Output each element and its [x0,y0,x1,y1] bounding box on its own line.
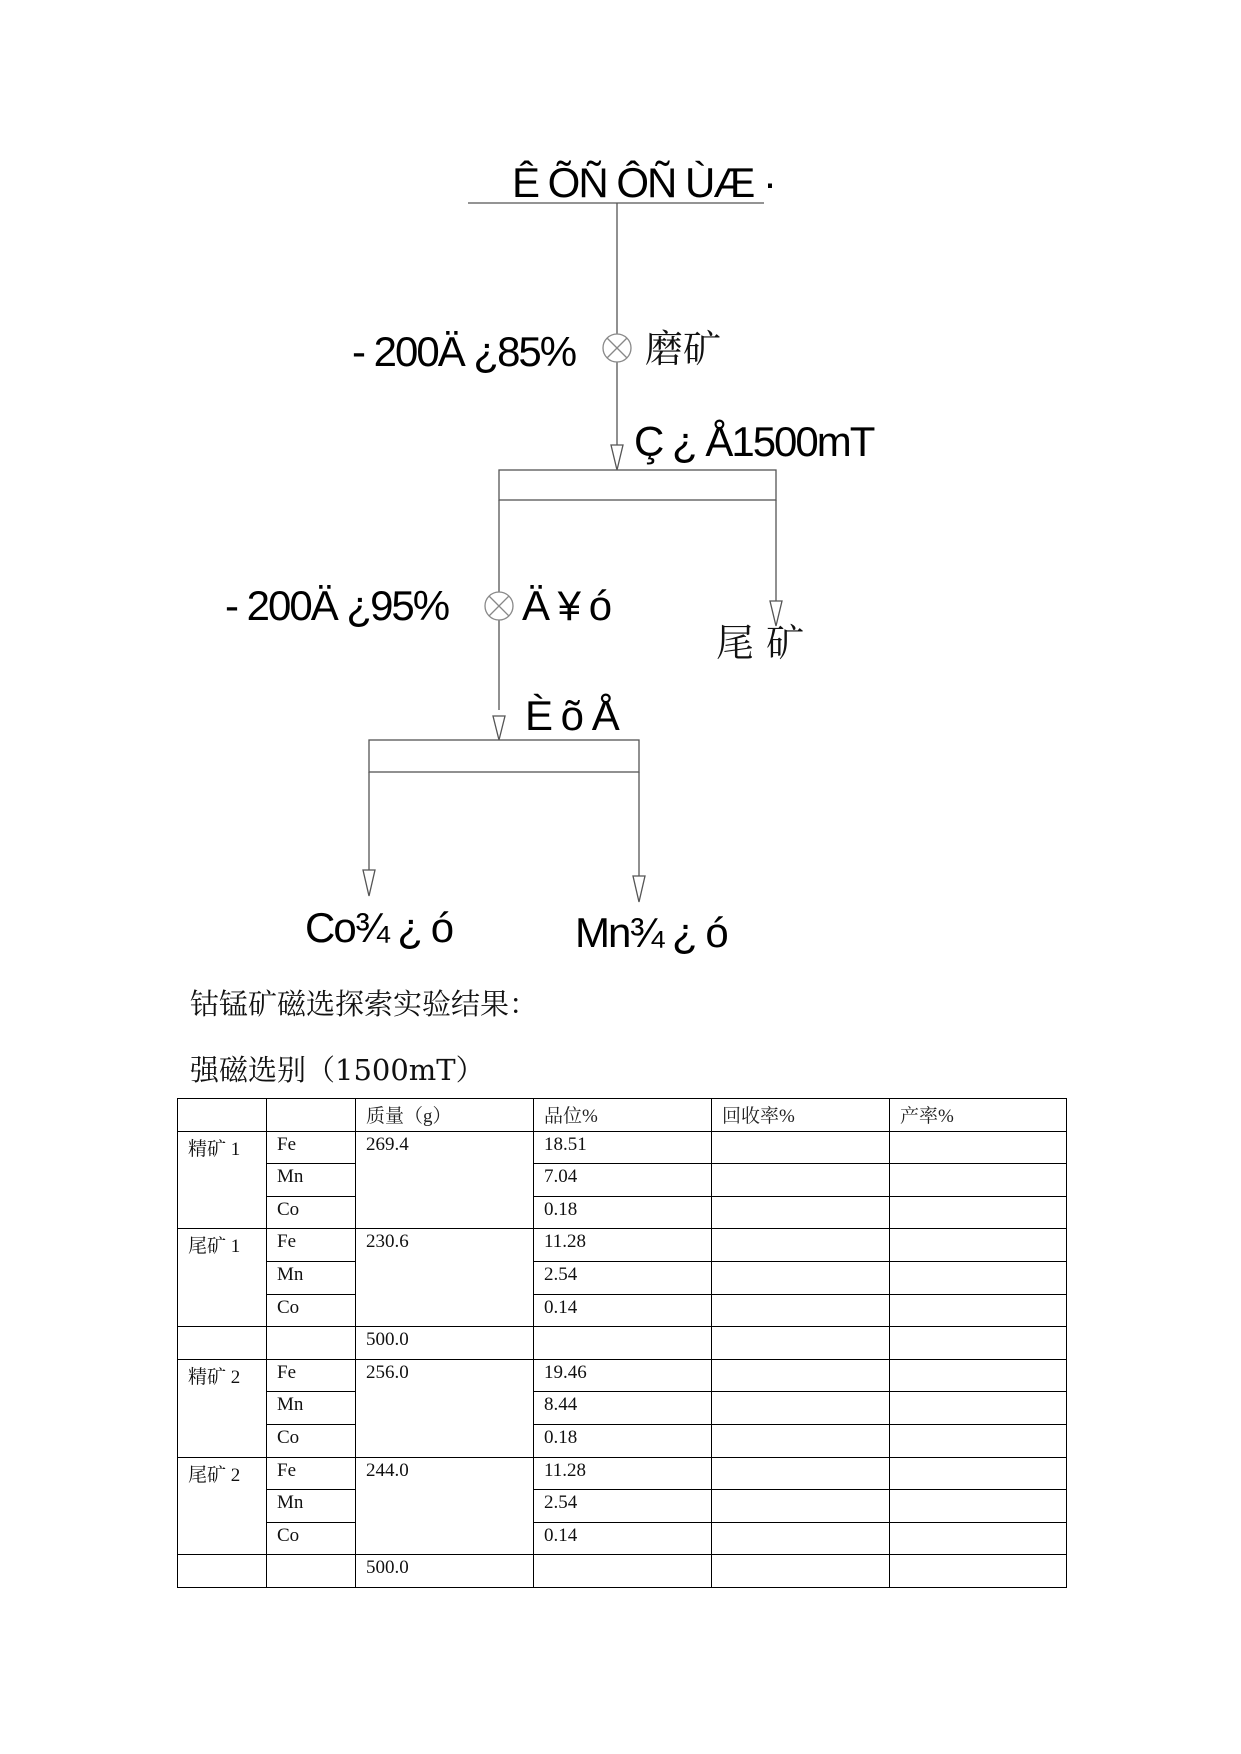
element-cell: Co [267,1522,356,1555]
yield-cell [890,1490,1067,1523]
table-header-cell: 质量（g） [356,1099,534,1132]
table-row [178,1294,1067,1327]
table-cell [890,1555,1067,1588]
total-mass-cell: 500.0 [356,1327,534,1360]
element-cell: Fe [267,1359,356,1392]
recovery-cell [712,1229,890,1262]
grade-cell: 8.44 [534,1392,712,1425]
table-cell [712,1327,890,1360]
table-header-cell [267,1099,356,1132]
table-header-cell: 品位% [534,1099,712,1132]
yield-cell [890,1164,1067,1197]
element-cell: Co [267,1424,356,1457]
grade-cell: 2.54 [534,1490,712,1523]
grind1-operation-label: 磨矿 [645,327,722,371]
table-header-cell: 产率% [890,1099,1067,1132]
table-row [178,1490,1067,1523]
recovery-cell [712,1261,890,1294]
recovery-cell [712,1522,890,1555]
grade-cell: 11.28 [534,1457,712,1490]
table-row [178,1131,1067,1164]
element-cell: Co [267,1196,356,1229]
total-mass-cell: 500.0 [356,1555,534,1588]
table-row [178,1522,1067,1555]
recovery-cell [712,1457,890,1490]
grade-cell: 18.51 [534,1131,712,1164]
yield-cell [890,1196,1067,1229]
yield-cell [890,1359,1067,1392]
product-label-cell: 精矿 1 [178,1131,267,1229]
table-cell [267,1555,356,1588]
mass-cell: 230.6 [356,1229,534,1327]
results-title: 钴锰矿磁选探索实验结果： [190,987,539,1021]
strong-magnetic-title: 强磁选别（1500mT） [190,1053,485,1087]
manganese-concentrate-label: Mn¾ ¿ ó [575,909,727,956]
table-header-row [178,1099,1067,1132]
recovery-cell [712,1196,890,1229]
element-cell: Fe [267,1457,356,1490]
grind2-label: - 200Ä ¿95% [225,582,449,629]
mass-cell: 256.0 [356,1359,534,1457]
grade-cell: 2.54 [534,1261,712,1294]
yield-cell [890,1294,1067,1327]
yield-cell [890,1392,1067,1425]
element-cell: Fe [267,1131,356,1164]
recovery-cell [712,1392,890,1425]
strong-magnetic-label: Ç ¿ Å1500mT [634,418,874,465]
element-cell: Fe [267,1229,356,1262]
grade-cell: 0.18 [534,1196,712,1229]
yield-cell [890,1424,1067,1457]
grade-cell: 0.14 [534,1522,712,1555]
table-row [178,1196,1067,1229]
element-cell: Mn [267,1490,356,1523]
grind2-operation-label: Ä ¥ ó [522,582,611,629]
flotation-label: È õ Å [525,692,618,739]
grade-cell: 19.46 [534,1359,712,1392]
table-header-cell [178,1099,267,1132]
tailings-label: 尾 矿 [716,621,805,665]
product-label-cell: 尾矿 2 [178,1457,267,1555]
grind1-label: - 200Ä ¿85% [352,328,576,375]
table-cell [890,1327,1067,1360]
table-cell [534,1327,712,1360]
element-cell: Mn [267,1392,356,1425]
table-row [178,1229,1067,1262]
grade-cell: 7.04 [534,1164,712,1197]
product-label-cell: 尾矿 1 [178,1229,267,1327]
yield-cell [890,1522,1067,1555]
yield-cell [890,1131,1067,1164]
recovery-cell [712,1424,890,1457]
mass-cell: 269.4 [356,1131,534,1229]
recovery-cell [712,1490,890,1523]
table-cell [178,1327,267,1360]
recovery-cell [712,1294,890,1327]
grade-cell: 0.18 [534,1424,712,1457]
table-row [178,1359,1067,1392]
table-total-row [178,1327,1067,1360]
table-total-row [178,1555,1067,1588]
yield-cell [890,1229,1067,1262]
recovery-cell [712,1359,890,1392]
grade-cell: 11.28 [534,1229,712,1262]
table-row [178,1424,1067,1457]
table-cell [534,1555,712,1588]
element-cell: Mn [267,1164,356,1197]
element-cell: Co [267,1294,356,1327]
table-row [178,1392,1067,1425]
table-cell [178,1555,267,1588]
grade-cell: 0.14 [534,1294,712,1327]
table-row [178,1164,1067,1197]
yield-cell [890,1261,1067,1294]
table-row [178,1457,1067,1490]
mass-cell: 244.0 [356,1457,534,1555]
table-row [178,1261,1067,1294]
element-cell: Mn [267,1261,356,1294]
results-table [177,1098,1067,1588]
recovery-cell [712,1164,890,1197]
product-label-cell: 精矿 2 [178,1359,267,1457]
feed-label: Ê ÕÑ ÔÑ ÙÆ · [512,159,776,206]
table-header-cell: 回收率% [712,1099,890,1132]
cobalt-concentrate-label: Co¾ ¿ ó [305,904,453,951]
yield-cell [890,1457,1067,1490]
table-cell [267,1327,356,1360]
table-cell [712,1555,890,1588]
recovery-cell [712,1131,890,1164]
